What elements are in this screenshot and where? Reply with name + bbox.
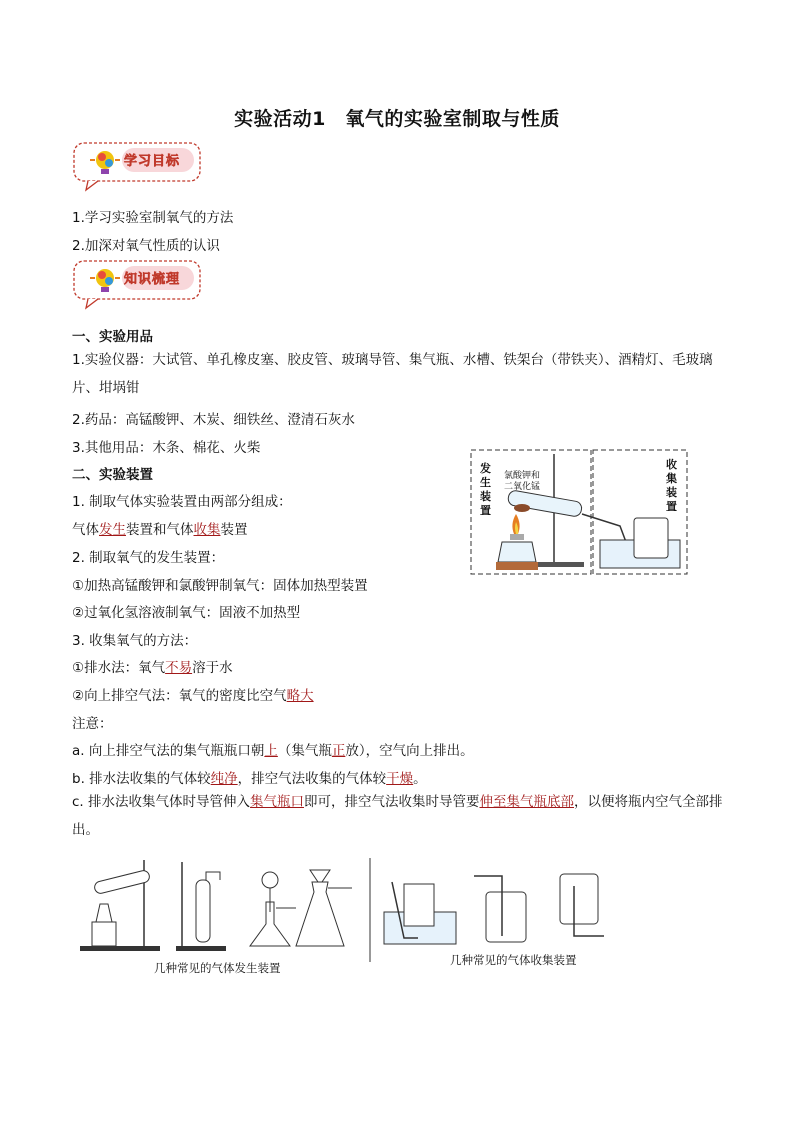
knowledge-badge-label: 知识梳理 [124, 272, 181, 287]
q3-text: 3. 收集氧气的方法： [72, 633, 198, 649]
answer-ganzao: 干燥 [386, 771, 414, 787]
answer-lueda: 略大 [286, 688, 314, 704]
page-title: 实验活动1 氧气的实验室制取与性质 [234, 108, 560, 130]
a3-1-part1: ①排水法：氧气 [72, 660, 166, 676]
others-text: 3.其他用品：木条、棉花、火柴 [72, 440, 261, 456]
note-c-part2: 即可，排空气法收集时导管要 [304, 794, 480, 810]
instruments-text: 1.实验仪器：大试管、单孔橡皮塞、胶皮管、玻璃导管、集气瓶、水槽、铁架台（带铁夹）、酒精灯、毛玻璃片、坩埚钳 [72, 352, 713, 396]
note-b-part2: ，排空气法收集的气体较 [237, 771, 387, 787]
answer-jiqipingkou: 集气瓶口 [250, 794, 305, 810]
note-a [72, 739, 474, 759]
note-c-part1: c. 排水法收集气体时导管伸入 [72, 794, 251, 810]
answer-shang: 上 [264, 743, 278, 759]
chem-label-2: 二氧化锰 [504, 482, 541, 492]
q2-text: 2. 制取氧气的发生装置： [72, 550, 225, 566]
generator-label: 发生装置 [480, 462, 491, 517]
answer-shouji: 收集 [193, 522, 221, 538]
q1-text: 1. 制取气体实验装置由两部分组成： [72, 494, 292, 510]
chem-label-1: 氯酸钾和 [504, 471, 541, 481]
a3-2-part1: ②向上排空气法：氧气的密度比空气 [72, 688, 287, 704]
note-b [72, 767, 427, 787]
answer-zheng: 正 [331, 743, 346, 759]
apparatus-figure [470, 448, 690, 576]
apparatus-row-figure [74, 852, 614, 976]
note-a-part3: 放），空气向上排出。 [345, 743, 474, 759]
note-heading: 注意： [72, 716, 113, 732]
caption-generators: 几种常见的气体发生装置 [154, 961, 281, 975]
note-c [72, 788, 724, 844]
a1-part3: 装置 [220, 522, 248, 538]
note-c-part3: ，以便将瓶内空气全部排出。 [72, 794, 723, 838]
answer-buyi: 不易 [165, 660, 193, 676]
a3-1-text [72, 656, 233, 676]
section2-heading: 二、实验装置 [72, 467, 153, 483]
answer-fasheng: 发生 [99, 522, 126, 538]
objective-2: 2.加深对氧气性质的认识 [72, 238, 220, 254]
note-b-part3: 。 [413, 771, 427, 787]
note-b-part1: b. 排水法收集的气体较 [72, 771, 211, 787]
answer-chunjing: 纯净 [210, 771, 238, 787]
section1-heading: 一、实验用品 [72, 329, 153, 345]
objective-1: 1.学习实验室制氧气的方法 [72, 210, 234, 226]
a3-1-part2: 溶于水 [192, 660, 233, 676]
knowledge-badge [72, 258, 204, 310]
a2-2-text: ②过氧化氢溶液制氧气：固液不加热型 [72, 605, 301, 621]
collector-label: 收集装置 [666, 458, 677, 513]
drugs-text: 2.药品：高锰酸钾、木炭、细铁丝、澄清石灰水 [72, 412, 355, 428]
answer-shenzhi: 伸至集气瓶底部 [479, 794, 575, 810]
objectives-badge [72, 140, 204, 192]
a2-1-text: ①加热高锰酸钾和氯酸钾制氧气：固体加热型装置 [72, 578, 368, 594]
a1-text [72, 518, 248, 538]
note-a-part1: a. 向上排空气法的集气瓶瓶口朝 [72, 743, 265, 759]
a1-part2: 装置和气体 [126, 522, 194, 538]
note-a-part2: （集气瓶 [277, 743, 332, 759]
a1-part1: 气体 [72, 522, 99, 538]
objectives-badge-label: 学习目标 [124, 154, 181, 169]
a3-2-text [72, 684, 314, 704]
caption-collectors: 几种常见的气体收集装置 [450, 953, 577, 967]
oxygen-apparatus-illustration [470, 448, 690, 576]
